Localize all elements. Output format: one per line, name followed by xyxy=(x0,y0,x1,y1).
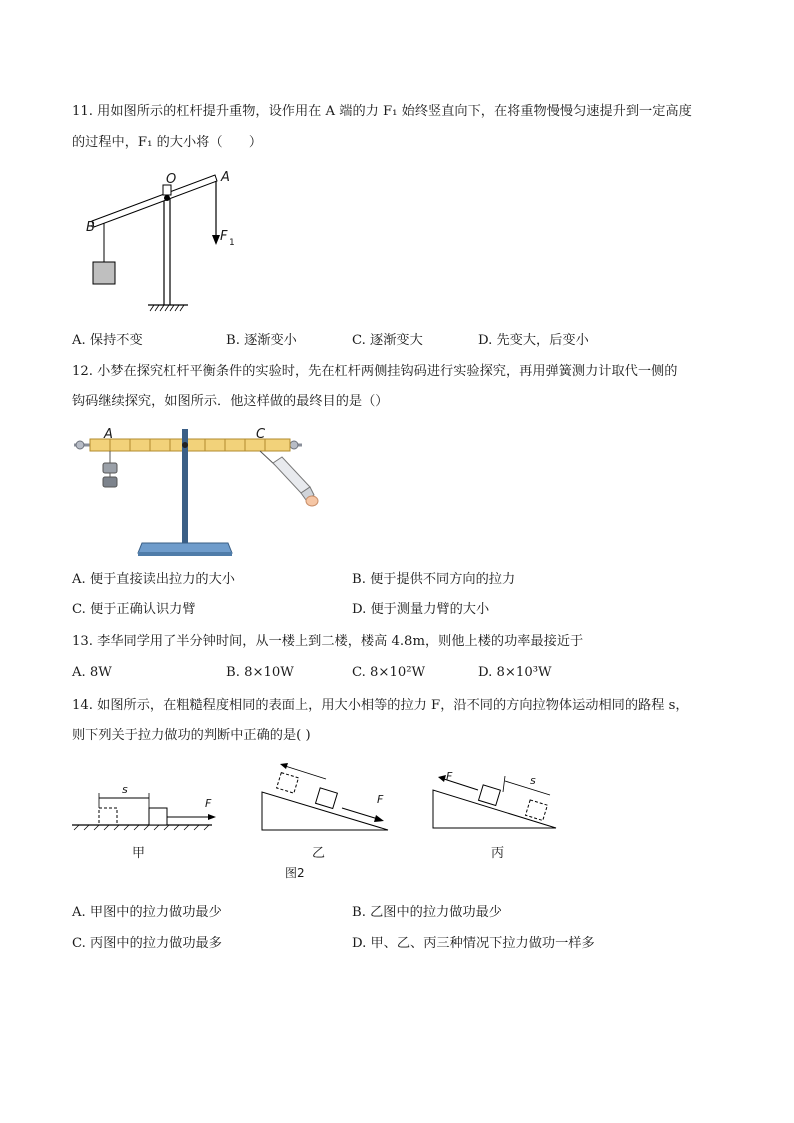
q14-text-line1: 14. 如图所示，在粗糙程度相同的表面上，用大小相等的拉力 F，沿不同的方向拉物体运动相同的路程 s， xyxy=(72,698,689,713)
jia-label-s: s xyxy=(122,783,128,796)
q11-text-line1: 11. 用如图所示的杠杆提升重物，设作用在 A 端的力 F₁ 始终竖直向下，在将重物慢慢匀速提升到一定高度 xyxy=(72,104,692,119)
force-arrow-head xyxy=(212,235,220,245)
label-B: B xyxy=(86,220,95,235)
label-F: F xyxy=(220,229,228,244)
q14-option-a[interactable]: A. 甲图中的拉力做功最少 xyxy=(72,905,222,920)
q14-option-d[interactable]: D. 甲、乙、丙三种情况下拉力做功一样多 xyxy=(352,936,595,951)
bing-label-F: F xyxy=(446,770,453,783)
label-C-12: C xyxy=(256,427,266,442)
q12-text-line1: 12. 小梦在探究杠杆平衡条件的实验时，先在杠杆两侧挂钩码进行实验探究，再用弹簧测力计取代一侧的 xyxy=(72,364,678,379)
q14-text-line2: 则下列关于拉力做功的判断中正确的是( ) xyxy=(72,728,311,743)
q12-option-a[interactable]: A. 便于直接读出拉力的大小 xyxy=(72,572,235,587)
weight-block xyxy=(93,262,115,284)
jia-label-F: F xyxy=(205,797,212,810)
caption-bing: 丙 xyxy=(491,846,505,861)
spring-scale xyxy=(273,457,310,493)
label-F-subscript: 1 xyxy=(229,238,235,248)
q12-option-b[interactable]: B. 便于提供不同方向的拉力 xyxy=(352,572,516,587)
hook-weight-2 xyxy=(103,477,117,487)
q13-option-b[interactable]: B. 8×10W xyxy=(226,665,294,680)
q12-text-line2: 钩码继续探究，如图所示．他这样做的最终目的是（） xyxy=(72,394,389,409)
q14-option-c[interactable]: C. 丙图中的拉力做功最多 xyxy=(72,936,222,951)
q13-option-c[interactable]: C. 8×10²W xyxy=(352,665,426,680)
q11-option-c[interactable]: C. 逐渐变大 xyxy=(352,333,423,348)
figure-caption: 图2 xyxy=(285,866,305,880)
label-O: O xyxy=(166,172,177,187)
q12-lever-balance-figure xyxy=(70,425,320,560)
q14-figure-yi xyxy=(260,760,395,832)
pivot-point xyxy=(164,195,170,201)
stand-base xyxy=(138,543,232,553)
caption-jia: 甲 xyxy=(132,846,146,861)
lever-bar xyxy=(92,175,217,227)
bing-label-s: s xyxy=(530,774,536,787)
label-A-12: A xyxy=(104,427,113,442)
q13-text-line1: 13. 李华同学用了半分钟时间，从一楼上到二楼，楼高 4.8m，则他上楼的功率最接近于 xyxy=(72,634,584,649)
q11-option-a[interactable]: A. 保持不变 xyxy=(72,333,143,348)
q11-option-b[interactable]: B. 逐渐变小 xyxy=(226,333,297,348)
q11-text-line2: 的过程中，F₁ 的大小将（ ） xyxy=(72,135,263,150)
q11-option-d[interactable]: D. 先变大，后变小 xyxy=(478,333,589,348)
q13-option-a[interactable]: A. 8W xyxy=(72,665,112,680)
q14-figure-jia xyxy=(72,780,222,840)
q13-option-d[interactable]: D. 8×10³W xyxy=(478,665,552,680)
hand xyxy=(306,496,318,506)
q12-option-c[interactable]: C. 便于正确认识力臂 xyxy=(72,602,196,617)
label-A: A xyxy=(221,170,230,185)
q14-option-b[interactable]: B. 乙图中的拉力做功最少 xyxy=(352,905,502,920)
caption-yi: 乙 xyxy=(312,846,326,861)
yi-label-F: F xyxy=(377,793,384,806)
q12-option-d[interactable]: D. 便于测量力臂的大小 xyxy=(352,602,490,617)
hook-weight-1 xyxy=(103,463,117,473)
